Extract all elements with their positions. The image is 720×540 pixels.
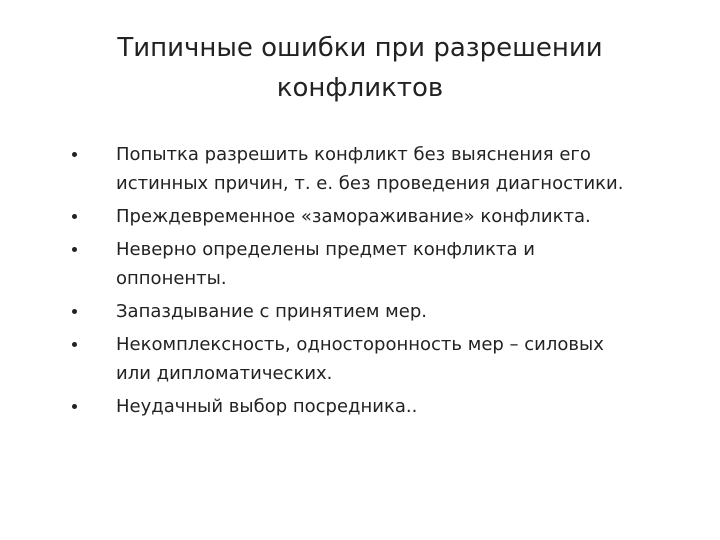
- bullet-icon: [72, 309, 77, 314]
- list-item: [60, 202, 670, 231]
- slide-title-line-1: Типичные ошибки при разрешении: [117, 33, 603, 63]
- bullet-text: Попытка разрешить конфликт без выяснения его истинных причин, т. е. без проведения диагностики.: [116, 144, 624, 194]
- list-item: [60, 297, 670, 326]
- bullet-icon: [72, 152, 77, 157]
- list-item: [60, 392, 670, 421]
- list-item: [60, 330, 670, 388]
- slide-title: [100, 28, 620, 108]
- bullet-icon: [72, 342, 77, 347]
- bullet-icon: [72, 214, 77, 219]
- bullet-text: Некомплексность, односторонность мер – силовых или дипломатических.: [116, 334, 604, 384]
- bullet-list: [60, 140, 670, 425]
- bullet-text: Неверно определены предмет конфликта и оппоненты.: [116, 239, 535, 289]
- list-item: [60, 140, 670, 198]
- bullet-text: Преждевременное «замораживание» конфликта.: [116, 206, 591, 227]
- bullet-text: Неудачный выбор посредника..: [116, 396, 418, 417]
- bullet-icon: [72, 247, 77, 252]
- slide-title-line-2: конфликтов: [276, 73, 444, 103]
- bullet-icon: [72, 404, 77, 409]
- bullet-text: Запаздывание с принятием мер.: [116, 301, 427, 322]
- list-item: [60, 235, 670, 293]
